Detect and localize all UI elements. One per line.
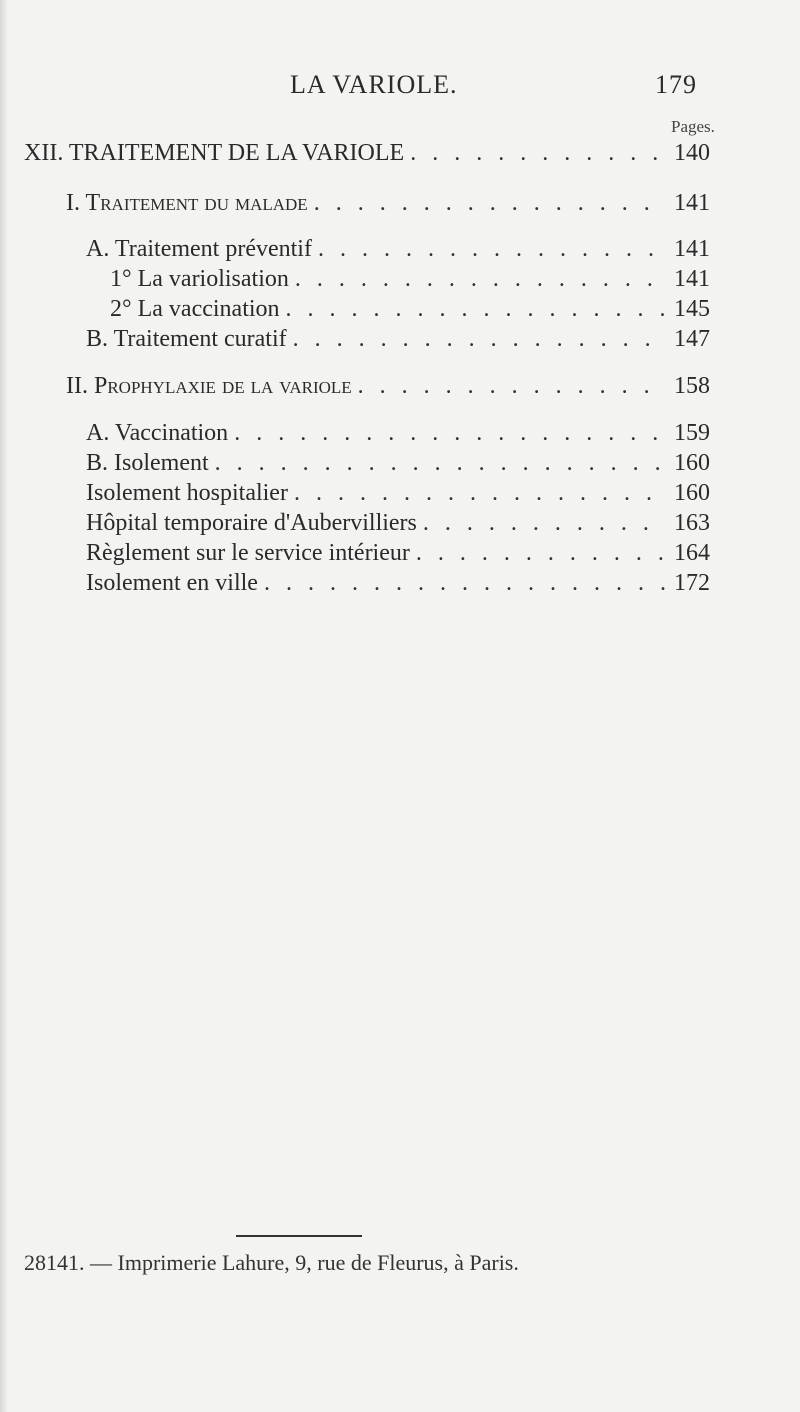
toc-entry-section [66,373,710,400]
toc-entry-label: A. Traitement préventif [86,236,312,262]
dot-leader [258,570,666,597]
toc-entry-section [66,190,710,217]
toc-entry-page: 141 [674,236,710,262]
page-number: 179 [655,70,697,99]
toc-entry-page: 140 [674,140,710,166]
pages-column-label: Pages. [671,117,715,136]
toc-entry-label: Isolement en ville [86,570,258,596]
toc-entry-label: 1° La variolisation [110,266,289,292]
toc-entry-page: 160 [674,450,710,476]
toc-entry [86,480,710,507]
dot-leader [228,420,666,447]
toc-entry-page: 159 [674,420,710,446]
toc-entry-label: Règlement sur le service intérieur [86,540,410,566]
dot-leader [288,480,666,507]
toc-entry-page: 147 [674,326,710,352]
toc-entry-page: 163 [674,510,710,536]
toc-entry-label: B. Isolement [86,450,209,476]
toc-entry-label: II. Prophylaxie de la variole [66,373,352,399]
toc-entry-page: 141 [674,266,710,292]
toc-entry [86,570,710,597]
toc-entry-page: 145 [674,296,710,322]
running-header [0,70,800,104]
toc-entry [110,296,710,323]
toc-entry-label: 2° La vaccination [110,296,280,322]
dot-leader [352,373,666,400]
toc-entry-label: I. Traitement du malade [66,190,308,216]
toc-entry [86,326,710,353]
toc-entry-page: 172 [674,570,710,596]
dot-leader [280,296,666,323]
toc-entry [86,420,710,447]
toc-entry-page: 164 [674,540,710,566]
toc-entry [110,266,710,293]
toc-entry-page: 160 [674,480,710,506]
toc-entry-label: XII. TRAITEMENT DE LA VARIOLE [24,140,405,166]
dot-leader [287,326,666,353]
dot-leader [410,540,666,567]
toc-entry-page: 158 [674,373,710,399]
dot-leader [209,450,666,477]
toc-entry [86,450,710,477]
toc-entry-label: B. Traitement curatif [86,326,287,352]
footer-rule [236,1235,362,1237]
running-title: LA VARIOLE. [290,70,458,99]
toc-entry-page: 141 [674,190,710,216]
toc-entry-label: Isolement hospitalier [86,480,288,506]
dot-leader [417,510,666,537]
dot-leader [308,190,666,217]
toc-entry [86,510,710,537]
toc-entry [86,236,710,263]
page-edge-shadow [0,0,8,1412]
dot-leader [404,140,666,167]
dot-leader [312,236,666,263]
dot-leader [289,266,666,293]
toc-entry-label: Hôpital temporaire d'Aubervilliers [86,510,417,536]
printer-imprint: 28141. — Imprimerie Lahure, 9, rue de Fleurus, à Paris. [24,1250,519,1275]
toc-entry-chapter [24,140,710,167]
toc-entry [86,540,710,567]
toc-entry-label: A. Vaccination [86,420,229,446]
